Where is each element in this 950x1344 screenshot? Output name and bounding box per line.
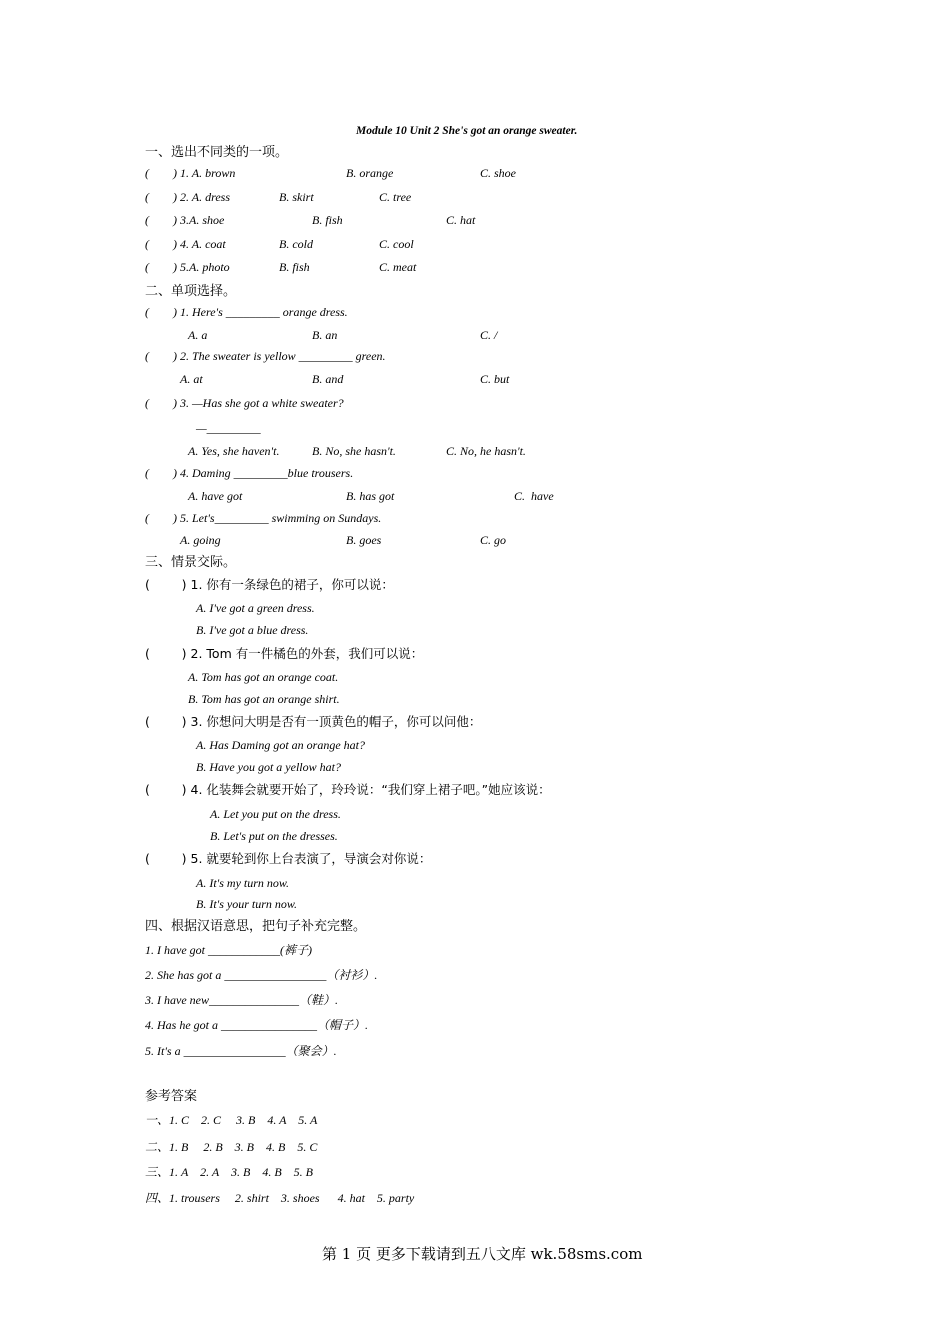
- s1-q2: ( ) 2. A. dress: [145, 190, 230, 204]
- s1-q1: ( ) 1. A. brown: [145, 166, 236, 180]
- s1-q5: ( ) 5.A. photo: [145, 260, 230, 274]
- s1-q5-b: B. fish: [279, 260, 310, 274]
- section4-heading: 四、根据汉语意思，把句子补充完整。: [145, 919, 367, 934]
- s3-q1: ( ) 1. 你有一条绿色的裙子，你可以说：: [145, 577, 394, 592]
- s2-q3-blank: —_________: [196, 421, 261, 435]
- s4-item-2: 2. She has got a _________________（衬衫）.: [145, 968, 378, 982]
- s1-q4: ( ) 4. A. coat: [145, 237, 226, 251]
- s3-q4: ( ) 4. 化装舞会就要开始了，玲玲说：“我们穿上裙子吧。”她应该说：: [145, 782, 551, 797]
- s2-q5-c: C. go: [480, 533, 507, 547]
- s1-q3: ( ) 3.A. shoe: [145, 213, 225, 227]
- s2-q5-b: B. goes: [346, 533, 382, 547]
- s2-q4-c: C. have: [514, 489, 554, 503]
- s1-q1-c: C. shoe: [480, 166, 516, 180]
- s4-item-1: 1. I have got ____________(裤子): [145, 943, 312, 957]
- s2-q1-c: C. /: [480, 328, 498, 342]
- s3-q5-a: A. It's my turn now.: [196, 876, 290, 890]
- answers-row-1: 一、1. C 2. C 3. B 4. A 5. A: [145, 1113, 318, 1127]
- s1-q2-b: B. skirt: [279, 190, 314, 204]
- s3-q2-b: B. Tom has got an orange shirt.: [188, 692, 340, 706]
- s2-q2-a: A. at: [180, 372, 203, 386]
- s3-q2: ( ) 2. Tom 有一件橘色的外套，我们可以说：: [145, 646, 424, 661]
- s2-q2: ( ) 2. The sweater is yellow _________ green.: [145, 349, 386, 363]
- s2-q2-c: C. but: [480, 372, 510, 386]
- s2-q3-b: B. No, she hasn't.: [312, 444, 396, 458]
- s3-q5-b: B. It's your turn now.: [196, 897, 298, 911]
- s2-q5-a: A. going: [180, 533, 221, 547]
- s2-q2-b: B. and: [312, 372, 344, 386]
- s3-q2-a: A. Tom has got an orange coat.: [188, 670, 339, 684]
- s1-q1-b: B. orange: [346, 166, 394, 180]
- s4-item-4: 4. Has he got a ________________（帽子）.: [145, 1018, 368, 1032]
- s2-q4-b: B. has got: [346, 489, 395, 503]
- s2-q3: ( ) 3. —Has she got a white sweater?: [145, 396, 344, 410]
- s3-q3: ( ) 3. 你想问大明是否有一顶黄色的帽子，你可以问他：: [145, 714, 482, 729]
- s1-q4-c: C. cool: [379, 237, 414, 251]
- s1-q5-c: C. meat: [379, 260, 417, 274]
- s1-q2-c: C. tree: [379, 190, 412, 204]
- s2-q5: ( ) 5. Let's_________ swimming on Sundays.: [145, 511, 382, 525]
- section2-heading: 二、单项选择。: [145, 284, 237, 299]
- section1-heading: 一、选出不同类的一项。: [145, 145, 289, 160]
- s2-q4-a: A. have got: [188, 489, 243, 503]
- page-title: Module 10 Unit 2 She's got an orange sweater.: [356, 125, 578, 137]
- answers-row-4: 四、1. trousers 2. shirt 3. shoes 4. hat 5. party: [145, 1191, 415, 1205]
- s2-q1-b: B. an: [312, 328, 338, 342]
- s2-q1-a: A. a: [188, 328, 208, 342]
- s2-q4: ( ) 4. Daming _________blue trousers.: [145, 466, 354, 480]
- s3-q1-b: B. I've got a blue dress.: [196, 623, 309, 637]
- s1-q3-b: B. fish: [312, 213, 343, 227]
- s3-q4-b: B. Let's put on the dresses.: [210, 829, 338, 843]
- s1-q4-b: B. cold: [279, 237, 313, 251]
- s3-q4-a: A. Let you put on the dress.: [210, 807, 341, 821]
- s1-q3-c: C. hat: [446, 213, 476, 227]
- s2-q3-c: C. No, he hasn't.: [446, 444, 526, 458]
- s4-item-3: 3. I have new_______________（鞋）.: [145, 993, 338, 1007]
- s4-item-5: 5. It's a _________________（聚会）.: [145, 1044, 337, 1058]
- answers-row-2: 二、1. B 2. B 3. B 4. B 5. C: [145, 1140, 318, 1154]
- s2-q1: ( ) 1. Here's _________ orange dress.: [145, 305, 348, 319]
- answers-heading: 参考答案: [145, 1089, 198, 1104]
- s3-q5: ( ) 5. 就要轮到你上台表演了，导演会对你说：: [145, 851, 432, 866]
- answers-row-3: 三、1. A 2. A 3. B 4. B 5. B: [145, 1165, 314, 1179]
- s3-q1-a: A. I've got a green dress.: [196, 601, 315, 615]
- s2-q3-a: A. Yes, she haven't.: [188, 444, 280, 458]
- s3-q3-a: A. Has Daming got an orange hat?: [196, 738, 365, 752]
- s3-q3-b: B. Have you got a yellow hat?: [196, 760, 341, 774]
- page-footer: 第 1 页 更多下载请到五八文库 wk.58sms.com: [322, 1245, 643, 1263]
- section3-heading: 三、情景交际。: [145, 555, 237, 570]
